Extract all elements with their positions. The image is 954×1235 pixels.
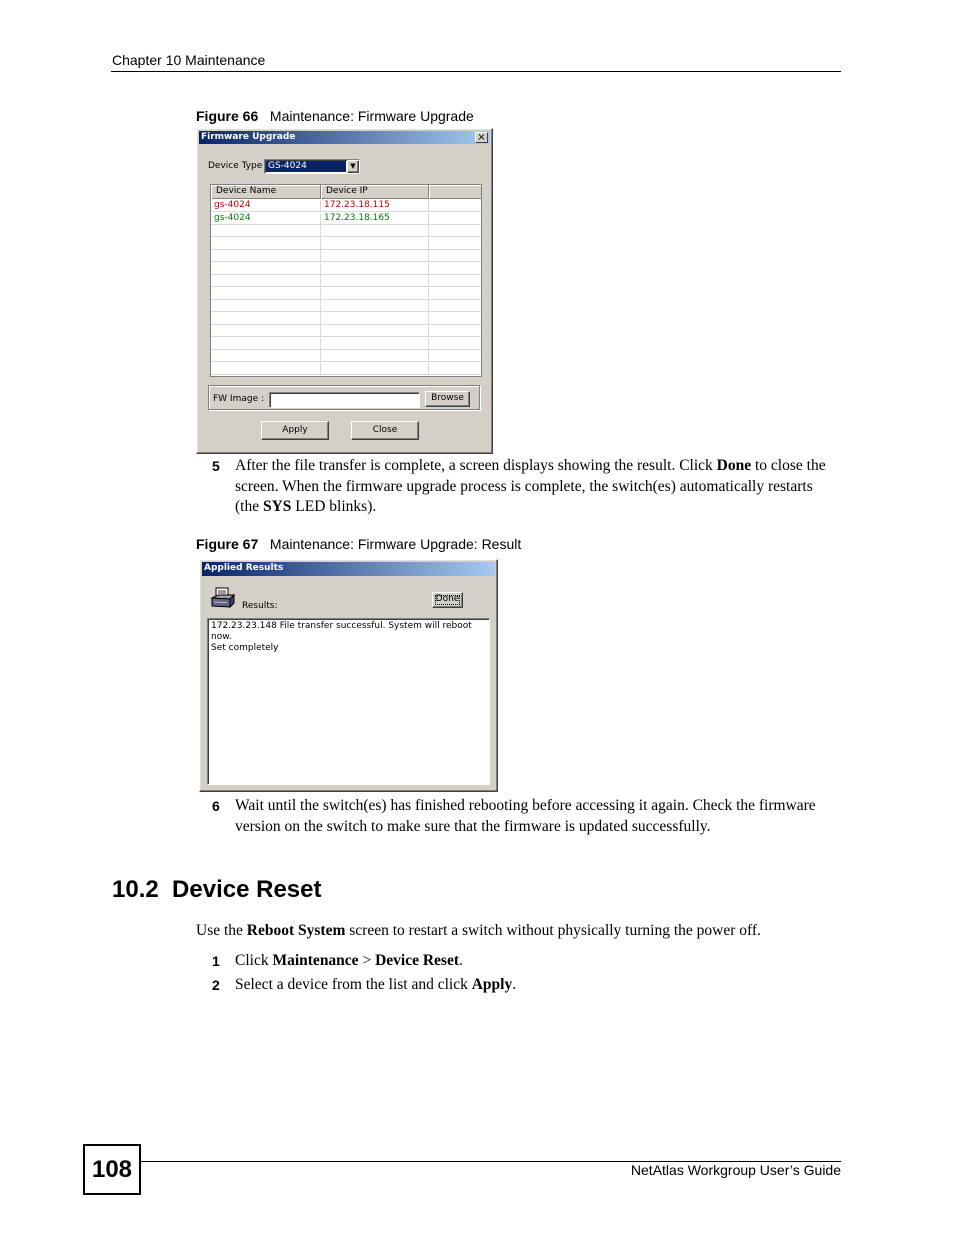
device-list xyxy=(210,184,482,377)
step-number: 1 xyxy=(212,953,220,969)
column-header-device-ip[interactable]: Device IP xyxy=(321,185,429,199)
table-row xyxy=(211,288,481,300)
step-5-text-b: to close the screen. When the firmware upgrade process is complete, the switch(es) automatically restarts (the xyxy=(235,457,826,515)
device-ip-cell: 172.23.18.165 xyxy=(321,213,429,225)
figure-67-number: Figure 67 xyxy=(196,536,259,552)
empty-cell xyxy=(211,263,321,275)
empty-cell xyxy=(211,300,321,312)
firmware-upgrade-window xyxy=(196,128,493,454)
empty-cell xyxy=(211,238,321,250)
intro-reboot-system-term: Reboot System xyxy=(246,922,346,939)
empty-cell xyxy=(429,325,482,337)
window-title: Applied Results xyxy=(204,563,284,573)
step-number: 2 xyxy=(212,977,220,993)
fw-image-input[interactable] xyxy=(269,392,420,408)
table-row xyxy=(211,263,481,275)
empty-cell xyxy=(321,250,429,262)
empty-cell xyxy=(429,250,482,262)
empty-cell xyxy=(429,275,482,287)
figure-67-caption-text: Maintenance: Firmware Upgrade: Result xyxy=(269,536,522,552)
step-2-end: . xyxy=(512,976,517,993)
step-text xyxy=(235,456,830,518)
device-type-select[interactable] xyxy=(264,159,360,174)
header-rule xyxy=(111,71,841,72)
step-5-done-term: Done xyxy=(716,457,752,474)
section-heading: 10.2 Device Reset xyxy=(112,876,322,903)
empty-cell xyxy=(321,238,429,250)
column-header-empty xyxy=(429,185,482,199)
empty-cell xyxy=(429,363,482,375)
empty-cell xyxy=(429,225,482,237)
table-row xyxy=(211,275,481,287)
result-lines xyxy=(211,621,486,654)
empty-cell xyxy=(321,313,429,325)
results-textarea[interactable] xyxy=(207,618,490,785)
browse-button[interactable]: Browse xyxy=(425,391,470,407)
table-row xyxy=(211,338,481,350)
step-5-text-a: After the file transfer is complete, a screen displays showing the result. Click xyxy=(235,457,717,474)
printer-icon xyxy=(210,586,236,610)
firmware-upgrade-titlebar xyxy=(199,131,490,144)
step-1-end: . xyxy=(459,952,463,969)
running-header: Chapter 10 Maintenance xyxy=(112,52,266,68)
empty-cell xyxy=(429,213,482,225)
table-row xyxy=(211,350,481,362)
step-2-text-a: Select a device from the list and click xyxy=(235,976,472,993)
step-5-text-c: LED blinks). xyxy=(291,498,377,515)
device-name-cell: gs-4024 xyxy=(211,213,321,225)
figure-66-number: Figure 66 xyxy=(196,108,259,124)
intro-text-b: screen to restart a switch without physically turning the power off. xyxy=(345,922,761,939)
device-list-header xyxy=(211,185,481,199)
figure-66-caption xyxy=(196,108,474,124)
empty-cell xyxy=(429,200,482,212)
empty-cell xyxy=(321,263,429,275)
results-label: Results: xyxy=(242,601,278,611)
close-icon[interactable]: × xyxy=(475,132,488,143)
table-row[interactable] xyxy=(211,213,481,225)
applied-results-titlebar xyxy=(202,562,495,576)
section-intro xyxy=(196,922,761,940)
step-number: 5 xyxy=(212,458,220,474)
fw-image-label: FW Image : xyxy=(213,394,265,404)
table-row xyxy=(211,238,481,250)
step-1-device-reset-term: Device Reset xyxy=(375,952,459,969)
table-row xyxy=(211,325,481,337)
result-line: Set completely xyxy=(211,643,279,653)
empty-cell xyxy=(429,338,482,350)
empty-cell xyxy=(321,350,429,362)
table-row[interactable] xyxy=(211,200,481,212)
empty-cell xyxy=(211,363,321,375)
chevron-down-icon[interactable]: ▼ xyxy=(347,160,359,173)
device-type-label: Device Type xyxy=(208,161,263,171)
apply-button[interactable]: Apply xyxy=(261,421,329,440)
step-number: 6 xyxy=(212,798,220,814)
page-number: 108 xyxy=(83,1144,141,1195)
table-row xyxy=(211,363,481,375)
empty-cell xyxy=(429,238,482,250)
empty-cell xyxy=(429,313,482,325)
device-ip-cell: 172.23.18.115 xyxy=(321,200,429,212)
intro-text-a: Use the xyxy=(196,922,247,939)
step-5-sys-term: SYS xyxy=(262,498,292,515)
table-row xyxy=(211,250,481,262)
step-2-apply-term: Apply xyxy=(471,976,513,993)
done-button[interactable]: Done xyxy=(432,592,463,608)
window-title: Firmware Upgrade xyxy=(201,132,296,142)
applied-results-window xyxy=(199,559,498,792)
empty-cell xyxy=(429,350,482,362)
empty-cell xyxy=(429,263,482,275)
empty-cell xyxy=(211,325,321,337)
empty-cell xyxy=(321,338,429,350)
empty-cell xyxy=(211,250,321,262)
device-name-cell: gs-4024 xyxy=(211,200,321,212)
empty-cell xyxy=(211,225,321,237)
close-button[interactable]: Close xyxy=(351,421,419,440)
step-1-maintenance-term: Maintenance xyxy=(272,952,359,969)
empty-cell xyxy=(321,225,429,237)
table-row xyxy=(211,225,481,237)
empty-cell xyxy=(429,288,482,300)
step-1-separator: > xyxy=(358,952,376,969)
step-text: Wait until the switch(es) has finished rebooting before accessing it again. Check the firmware version on the switch to make sure that the firmware is updated successfully. xyxy=(235,797,816,835)
step-1-text-a: Click xyxy=(235,952,273,969)
empty-cell xyxy=(429,300,482,312)
empty-cell xyxy=(211,350,321,362)
empty-cell xyxy=(321,275,429,287)
column-header-device-name[interactable]: Device Name xyxy=(211,185,321,199)
empty-cell xyxy=(321,325,429,337)
table-row xyxy=(211,300,481,312)
result-line: 172.23.23.148 File transfer successful. System will reboot now. xyxy=(211,621,472,642)
step-text xyxy=(235,951,830,972)
guide-title: NetAtlas Workgroup User’s Guide xyxy=(630,1162,841,1178)
empty-cell xyxy=(211,338,321,350)
empty-cell xyxy=(211,275,321,287)
empty-cell xyxy=(321,300,429,312)
empty-cell xyxy=(211,313,321,325)
device-type-value: GS-4024 xyxy=(266,161,346,172)
empty-cell xyxy=(321,288,429,300)
figure-66-caption-text: Maintenance: Firmware Upgrade xyxy=(269,108,474,124)
step-text xyxy=(235,975,830,996)
empty-cell xyxy=(211,288,321,300)
empty-cell xyxy=(321,363,429,375)
table-row xyxy=(211,313,481,325)
figure-67-caption xyxy=(196,536,521,552)
